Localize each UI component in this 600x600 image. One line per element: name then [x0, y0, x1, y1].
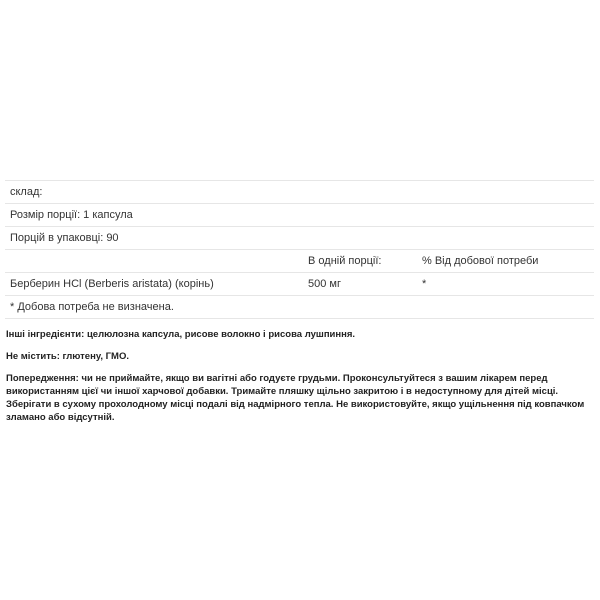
- footnote-row: [5, 296, 594, 319]
- servings-per-container-row: [5, 227, 594, 250]
- table-title-row: [5, 181, 594, 204]
- servings-per-container: Порцій в упаковці: 90: [10, 232, 119, 244]
- ingredient-name: Берберин HCl (Berberis aristata) (корінь): [10, 278, 214, 290]
- serving-size: Розмір порції: 1 капсула: [10, 209, 133, 221]
- supplement-facts-table: [5, 180, 594, 319]
- table-header-row: [5, 250, 594, 273]
- ingredient-amount: 500 мг: [308, 278, 341, 290]
- warning: Попередження: чи не приймайте, якщо ви вагітні або годуєте грудьми. Проконсультуйтеся з вашим лікарем перед використанням цієї чи іншої харчової добавки. Тримайте пляшку щільно закритою і в недоступному для дітей місці. Зберігати в сухому прохолодному місці подалі від надмірного тепла. Не використовуйте, якщо ущільнення під ковпачком зламано або відсутній.: [6, 373, 585, 423]
- table-row: [5, 273, 594, 296]
- other-ingredients: Інші інгредієнти: целюлозна капсула, рисове волокно і рисова лушпиння.: [6, 329, 356, 340]
- per-serving-header: В одній порції:: [308, 255, 382, 267]
- serving-size-row: [5, 204, 594, 227]
- ingredient-dv: *: [422, 278, 427, 290]
- daily-value-header: % Від добової потреби: [422, 255, 539, 267]
- free-of: Не містить: глютену, ГМО.: [6, 351, 130, 362]
- footnote: * Добова потреба не визначена.: [10, 301, 174, 313]
- table-title: склад:: [10, 186, 43, 198]
